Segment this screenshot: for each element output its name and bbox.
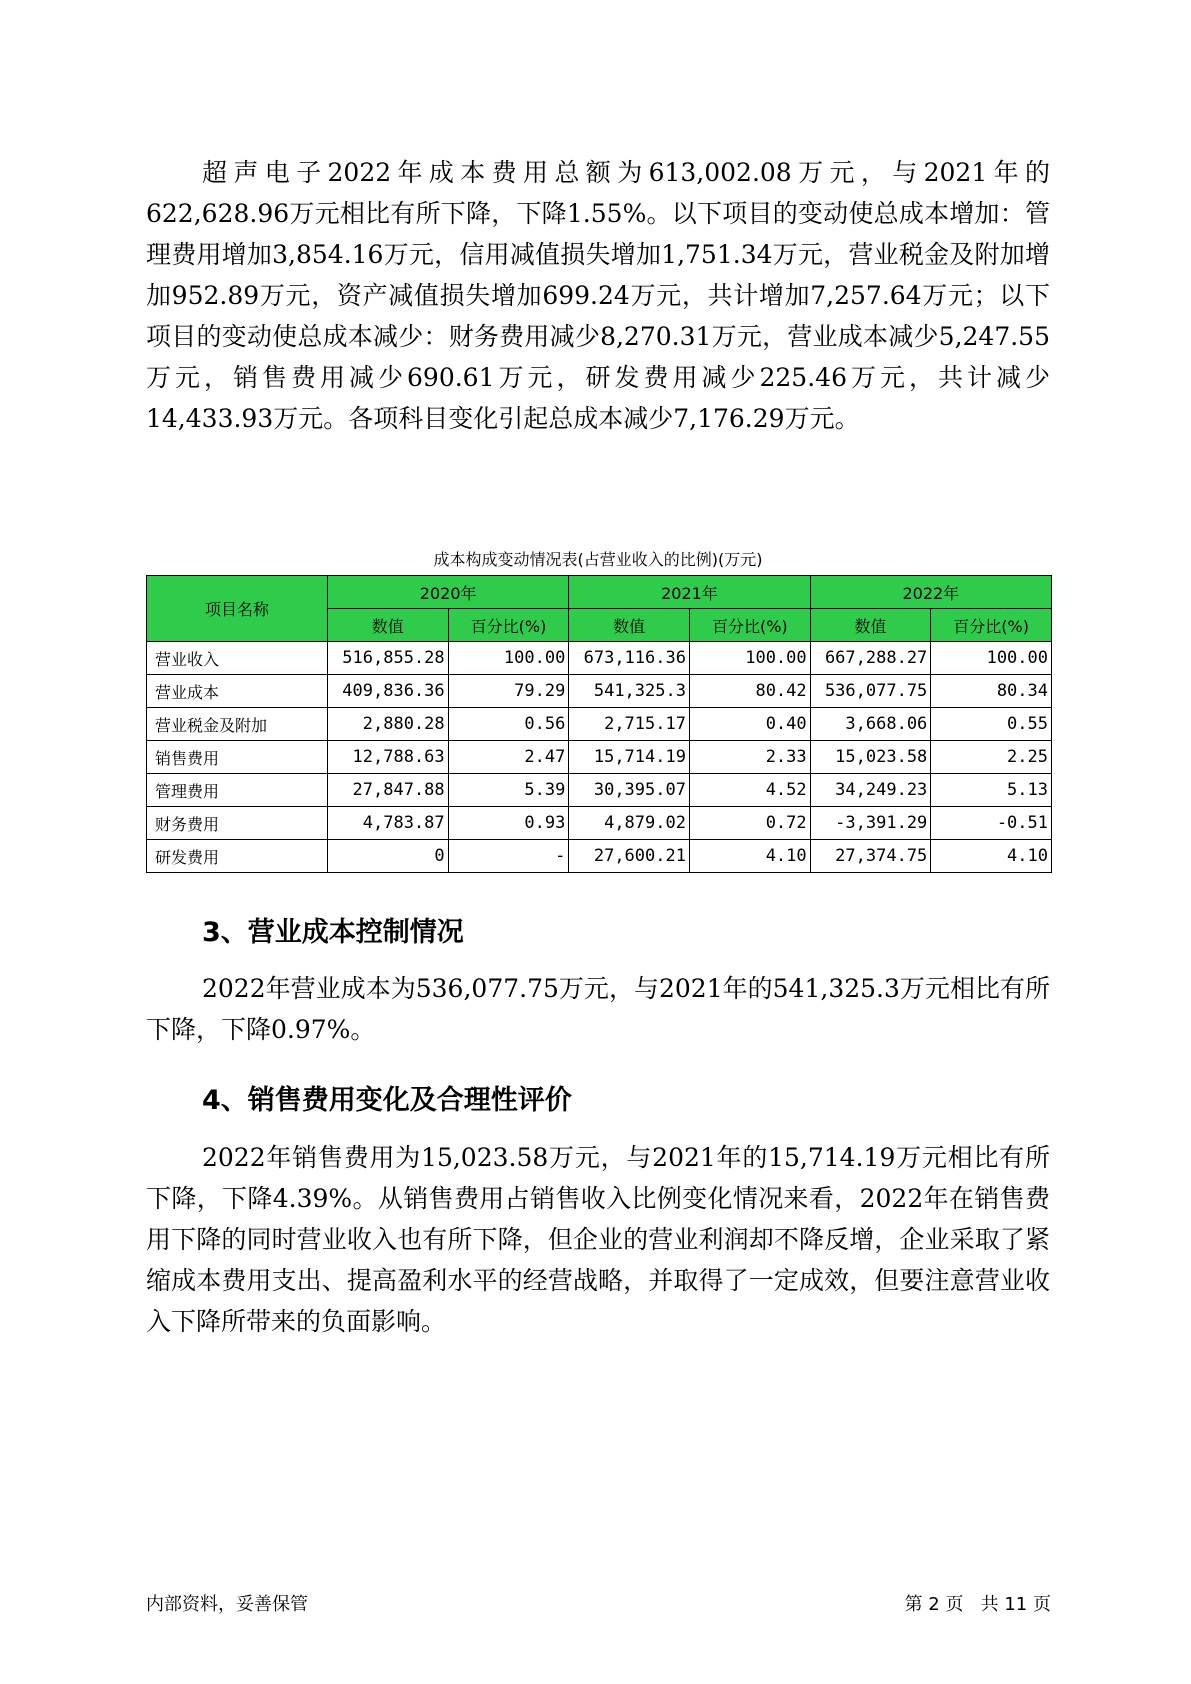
table-cell: 409,836.36 (327, 675, 448, 708)
table-cell: 536,077.75 (810, 675, 931, 708)
table-cell: -0.51 (931, 807, 1052, 840)
table-cell: 4,783.87 (327, 807, 448, 840)
paragraph-sales-expense: 2022年销售费用为15,023.58万元，与2021年的15,714.19万元相比有所下降，下降4.39%。从销售费用占销售收入比例变化情况来看，2022年在销售费用下降的同时营业收入也有所下降，但企业的营业利润却不降反增，企业采取了紧缩成本费用支出、提高盈利水平的经营战略，并取得了一定成效，但要注意营业收入下降所带来的负面影响。 (146, 1143, 1050, 1336)
table-cell: 541,325.3 (569, 675, 690, 708)
paragraph-cost-summary: 超声电子2022年成本费用总额为613,002.08万元，与2021年的622,628.96万元相比有所下降，下降1.55%。以下项目的变动使总成本增加：管理费用增加3,854.16万元，信用减值损失增加1,751.34万元，营业税金及附加增加952.89万元，资产减值损失增加699.24万元，共计增加7,257.64万元；以下项目的变动使总成本减少：财务费用减少8,270.31万元，营业成本减少5,247.55万元，销售费用减少690.61万元，研发费用减少225.46万元，共计减少14,433.93万元。各项科目变化引起总成本减少7,176.29万元。 (146, 158, 1050, 433)
table-cell: 516,855.28 (327, 642, 448, 675)
table-cell: 0.72 (689, 807, 810, 840)
table-cell: 12,788.63 (327, 741, 448, 774)
table-cell: 15,714.19 (569, 741, 690, 774)
row-label: 营业税金及附加 (147, 708, 328, 741)
table-cell: - (448, 840, 569, 873)
table-cell: 100.00 (931, 642, 1052, 675)
table-row (147, 840, 1052, 873)
table-cell: 27,374.75 (810, 840, 931, 873)
table-cell: 79.29 (448, 675, 569, 708)
table-cell: 0.56 (448, 708, 569, 741)
row-label: 营业收入 (147, 642, 328, 675)
table-cell: 2,880.28 (327, 708, 448, 741)
table-cell: 3,668.06 (810, 708, 931, 741)
table-cell: 673,116.36 (569, 642, 690, 675)
header-year-2020: 2020年 (327, 576, 568, 609)
row-label: 营业成本 (147, 675, 328, 708)
table-cell: 2.33 (689, 741, 810, 774)
row-label: 管理费用 (147, 774, 328, 807)
header-year-2021: 2021年 (569, 576, 810, 609)
table-row (147, 642, 1052, 675)
header-value: 数值 (327, 609, 448, 642)
table-row (147, 708, 1052, 741)
cost-structure-table (146, 575, 1052, 873)
table-cell: 4.52 (689, 774, 810, 807)
row-label: 财务费用 (147, 807, 328, 840)
header-percent: 百分比(%) (931, 609, 1052, 642)
table-cell: 0.55 (931, 708, 1052, 741)
row-label: 销售费用 (147, 741, 328, 774)
table-cell: 667,288.27 (810, 642, 931, 675)
table-cell: 5.13 (931, 774, 1052, 807)
header-year-2022: 2022年 (810, 576, 1051, 609)
table-cell: 100.00 (448, 642, 569, 675)
table-cell: 30,395.07 (569, 774, 690, 807)
footer-page-number: 第 2 页 共 11 页 (904, 1594, 1051, 1615)
table-cell: 4,879.02 (569, 807, 690, 840)
table-cell: -3,391.29 (810, 807, 931, 840)
table-row (147, 807, 1052, 840)
paragraph-operating-cost: 2022年营业成本为536,077.75万元，与2021年的541,325.3万元相比有所下降，下降0.97%。 (146, 974, 1050, 1044)
table-row (147, 774, 1052, 807)
section-heading-operating-cost: 3、营业成本控制情况 (202, 917, 464, 948)
table-cell: 34,249.23 (810, 774, 931, 807)
header-item-name: 项目名称 (147, 576, 328, 642)
row-label: 研发费用 (147, 840, 328, 873)
footer-confidential-note: 内部资料，妥善保管 (146, 1594, 308, 1615)
table-cell: 0.93 (448, 807, 569, 840)
table-cell: 0.40 (689, 708, 810, 741)
table-row (147, 675, 1052, 708)
table-cell: 2.25 (931, 741, 1052, 774)
table-cell: 100.00 (689, 642, 810, 675)
table-cell: 80.42 (689, 675, 810, 708)
table-cell: 4.10 (689, 840, 810, 873)
header-percent: 百分比(%) (448, 609, 569, 642)
table-cell: 15,023.58 (810, 741, 931, 774)
table-cell: 4.10 (931, 840, 1052, 873)
table-cell: 2,715.17 (569, 708, 690, 741)
header-percent: 百分比(%) (689, 609, 810, 642)
table-cell: 0 (327, 840, 448, 873)
table-cell: 27,600.21 (569, 840, 690, 873)
section-heading-sales-expense: 4、销售费用变化及合理性评价 (202, 1085, 572, 1116)
table-cell: 80.34 (931, 675, 1052, 708)
table-cell: 2.47 (448, 741, 569, 774)
table-caption: 成本构成变动情况表(占营业收入的比例)(万元) (433, 550, 763, 569)
table-cell: 27,847.88 (327, 774, 448, 807)
header-value: 数值 (810, 609, 931, 642)
header-value: 数值 (569, 609, 690, 642)
table-cell: 5.39 (448, 774, 569, 807)
table-row (147, 741, 1052, 774)
